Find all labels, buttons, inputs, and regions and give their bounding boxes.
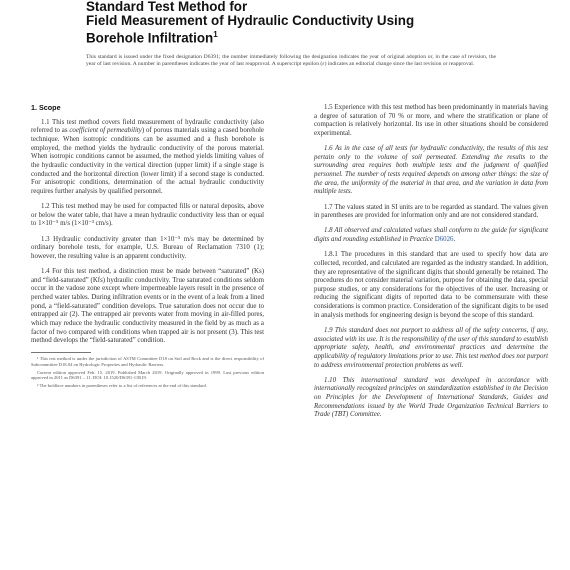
title-line-2: Field Measurement of Hydraulic Conductivity Using bbox=[86, 13, 415, 28]
footnote-1: ¹ This test method is under the jurisdiction of ASTM Committee D18 on Soil and Rock and is the direct responsibility of Subcommittee D18.04 on Hydrologic Properties and Hydraulic Barriers. bbox=[31, 356, 264, 367]
title-line-3 bbox=[86, 28, 526, 45]
designation-note: This standard is issued under the fixed designation D6391; the number immediately following the designation indicates the year of original adoption or, in the case of revision, the year of last revision. A number in parentheses indicates the year of last reapproval. A superscript epsilon (ε) indicates an editorial change since the last revision or reapproval. bbox=[86, 54, 496, 67]
paragraph-1-1-rest: ) of porous materials using a cased borehole technique. When isotropic conditions can be assumed and a flush borehole is employed, the method yields the hydraulic conductivity of the porous material. When isotropic conditions cannot be assumed, the method yields limiting values of the hydraulic conductivity in the vertical direction (upper limit) if a single stage is conducted and the horizontal direction (lower limit) if a second stage is conducted. For anisotropic conditions, determination of the actual hydraulic conductivity requires further analysis by qualified personnel. bbox=[31, 127, 264, 195]
paragraph-1-8: 1.8 All observed and calculated values shall conform to the guide for significant digits and rounding established in Practice D6026. bbox=[314, 227, 548, 244]
paragraph-1-1 bbox=[31, 119, 264, 197]
footnote-divider bbox=[31, 352, 91, 353]
footnote-edition: Current edition approved Feb. 15, 2019. Published March 2019. Originally approved in 1999. Last previous edition approved in 2011 as D6391 – 11. DOI: 10.1520/D6391-11R19. bbox=[31, 369, 264, 381]
title-line-3-text: Borehole Infiltration bbox=[86, 30, 214, 46]
left-column bbox=[31, 104, 264, 390]
title-footnote-marker: 1 bbox=[213, 30, 218, 39]
paragraph-1-6: 1.6 As in the case of all tests for hydraulic conductivity, the results of this test pertain only to the volume of soil permeated. Extending the results to the surrounding area requires both multiple tests and the judgment of qualified personnel. The number of tests required depends on among other things: the size of the area, the uniformity of the material in that area, and the variation in data from multiple tests. bbox=[314, 145, 548, 196]
paragraph-1-1-text: 1.1 This test method covers field measurement of hydraulic conductivity (also referred to as bbox=[31, 118, 264, 135]
paragraph-1-7: 1.7 The values stated in SI units are to be regarded as standard. The values given in parentheses are provided for information only and are not considered standard. bbox=[314, 203, 548, 220]
paragraph-1-8-1: 1.8.1 The procedures in this standard that are used to specify how data are collected, recorded, and calculated are regarded as the industry standard. In addition, they are representative of the significant digits that should generally be retained. The procedures do not consider material variation, purpose for obtaining the data, special purpose studies, or any considerations for the objectives of the user. Increasing or reducing the significant digits of reported data to be commensurate with these considerations is common practice. Consideration of the significant digits to be used in analysis methods for engineering design is beyond the scope of this standard. bbox=[314, 251, 548, 319]
paragraph-1-8-text: 1.8 All observed and calculated values shall conform to the guide for significant digits and rounding established in Practice bbox=[314, 227, 548, 244]
paragraph-1-5: 1.5 Experience with this test method has been predominantly in materials having a degree of saturation of 70 % or more, and where the stratification or plane of compaction is relatively horizontal. Its use in other situations should be considered experimental. bbox=[314, 104, 548, 137]
paragraph-1-10: 1.10 This international standard was developed in accordance with internationally recognized principles on standardization established in the Decision on Principles for the Development of International Standards, Guides and Recommendations issued by the World Trade Organization Technical Barriers to Trade (TBT) Committee. bbox=[314, 376, 548, 419]
practice-d6026-link[interactable]: D6026 bbox=[434, 236, 454, 244]
title-line-1: Standard Test Method for bbox=[86, 0, 248, 14]
footnote-2: ² The boldface numbers in parentheses refer to a list of references at the end of this standard. bbox=[37, 382, 207, 388]
right-column bbox=[314, 104, 548, 427]
paragraph-1-2: 1.2 This test method may be used for compacted fills or natural deposits, above or below the water table, that have a mean hydraulic conductivity less than or equal to 1×10⁻⁵ m/s (1×10⁻³ cm/s). bbox=[31, 203, 264, 228]
section-heading-scope: 1. Scope bbox=[31, 103, 61, 112]
title-block bbox=[86, 0, 526, 45]
paragraph-1-9: 1.9 This standard does not purport to address all of the safety concerns, if any, associated with its use. It is the responsibility of the user of this standard to establish appropriate safety, health, and environmental practices and determine the applicability of regulatory limitations prior to use. This test method does not purport to address environmental protection problems as well. bbox=[314, 326, 548, 369]
paragraph-1-3: 1.3 Hydraulic conductivity greater than 1×10⁻⁵ m/s may be determined by ordinary borehole tests, for example, U.S. Bureau of Reclamation 7310 (1); however, the resulting value is an apparent conductivity. bbox=[31, 235, 264, 260]
paragraph-1-1-italic: coefficient of permeability bbox=[69, 127, 142, 135]
paragraph-1-4: 1.4 For this test method, a distinction must be made between “saturated” (Ks) and “field-saturated” (Kfs) hydraulic conductivity. True saturated conditions seldom occur in the vadose zone except where impermeable layers result in the presence of perched water tables. During infiltration events or in the event of a leak from a lined pond, a “field-saturated” condition develops. True saturation does not occur due to entrapped air (2). The entrapped air prevents water from moving in air-filled pores, which may reduce the hydraulic conductivity measured in the field by as much as a factor of two compared with conditions when trapped air is not present (3). This test method develops the “field-saturated” condition. bbox=[31, 268, 264, 345]
